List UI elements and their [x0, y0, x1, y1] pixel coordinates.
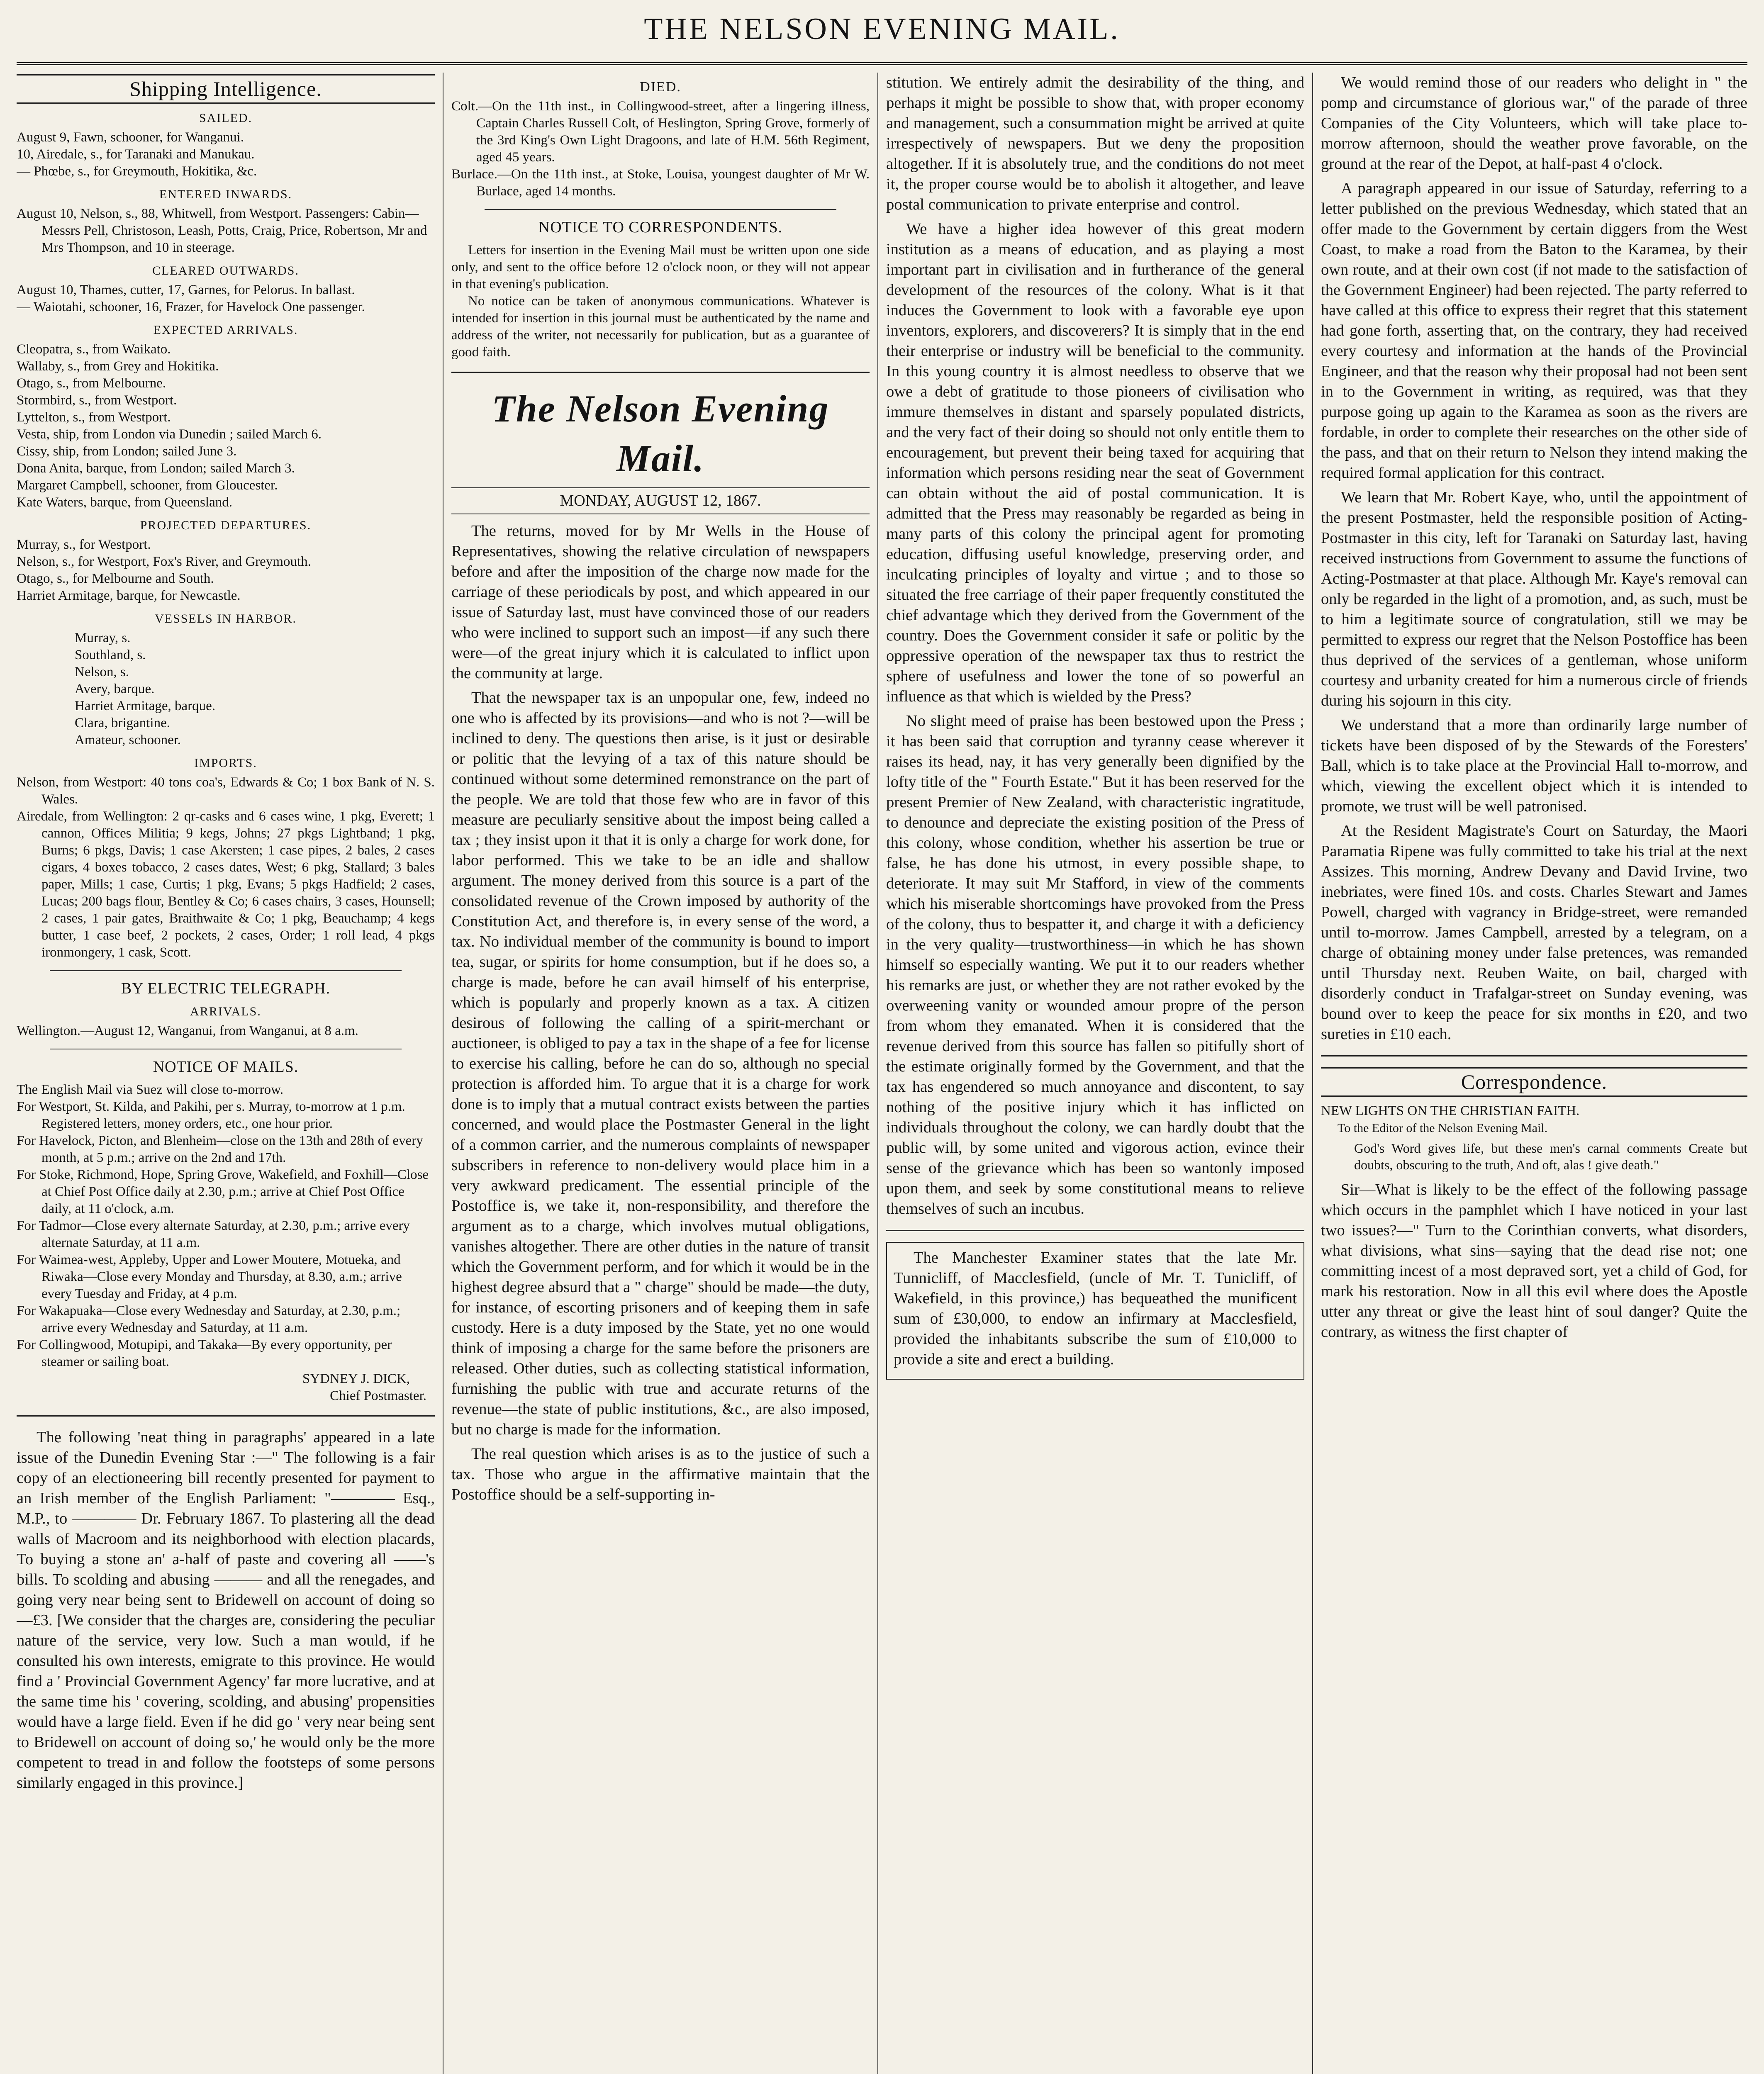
cleared-entry: August 10, Thames, cutter, 17, Garnes, for Pelorus. In ballast. — [17, 282, 355, 297]
notice-text: No notice can be taken of anonymous communications. Whatever is intended for insertion in this journal must be authenticated by the name and address of the writer, not necessarily for publication, but as a guarantee of good faith. — [451, 294, 870, 360]
column-3 — [886, 73, 1304, 2074]
mail-entry: For Collingwood, Motupipi, and Takaka—By every opportunity, per steamer or sailing boat. — [17, 1337, 392, 1369]
imports-heading: IMPORTS. — [194, 756, 257, 770]
expected-entry: Margaret Campbell, schooner, from Gloucester. — [17, 478, 278, 493]
mail-entry: For Havelock, Picton, and Blenheim—close on the 13th and 28th of every month, at 5 p.m.; arrive on the 2nd and 17th. — [17, 1133, 423, 1165]
expected-entry: Lyttelton, s., from Westport. — [17, 410, 171, 425]
vessel-entry: Murray, s. — [75, 630, 131, 645]
vessel-entry: Clara, brigantine. — [75, 716, 171, 730]
mails-heading: NOTICE OF MAILS. — [153, 1058, 299, 1076]
column-4 — [1321, 73, 1747, 2074]
separator — [50, 970, 402, 971]
cleared-heading: CLEARED OUTWARDS. — [152, 264, 299, 278]
entered-heading: ENTERED INWARDS. — [159, 187, 292, 201]
died-heading: DIED. — [640, 79, 681, 95]
vessel-entry: Amateur, schooner. — [75, 733, 181, 747]
expected-entry: Otago, s., from Melbourne. — [17, 376, 166, 391]
arrivals-heading: ARRIVALS. — [190, 1005, 261, 1018]
signature-name: SYDNEY J. DICK, — [302, 1371, 410, 1386]
masthead-rule — [17, 62, 1747, 65]
separator — [17, 1415, 435, 1417]
separator — [451, 372, 870, 373]
death-notice: Colt.—On the 11th inst., in Collingwood-street, after a lingering illness, Captain Charles Russell Colt, of Heslington, Spring Grove, formerly of the 3rd King's Own Light Dragoons, and late of H.M. 56th Regiment, aged 45 years. — [451, 99, 870, 165]
expected-entry: Stormbird, s., from Westport. — [17, 393, 177, 408]
sailed-entry: August 9, Fawn, schooner, for Wanganui. — [17, 130, 244, 145]
expected-entry: Cleopatra, s., from Waikato. — [17, 342, 171, 357]
projected-entry: Nelson, s., for Westport, Fox's River, and Greymouth. — [17, 554, 311, 569]
notice-text: Letters for insertion in the Evening Mail must be written upon one side only, and sent to the office before 12 o'clock noon, or they will not appear in that evening's publication. — [451, 243, 870, 292]
letter-quote: God's Word gives life, but these men's carnal comments Create but doubts, obscuring to the truth, And oft, alas ! give death." — [1354, 1141, 1747, 1172]
vessels-heading: VESSELS IN HARBOR. — [155, 612, 297, 626]
imports-entry: Nelson, from Westport: 40 tons coa's, Edwards & Co; 1 box Bank of N. S. Wales. — [17, 775, 435, 807]
cleared-entry: — Waiotahi, schooner, 16, Frazer, for Havelock One passenger. — [17, 299, 365, 314]
separator — [1321, 1055, 1747, 1056]
separator — [886, 1230, 1304, 1231]
paragraph: We learn that Mr. Robert Kaye, who, until the appointment of the present Postmaster, held the responsible position of Acting-Postmaster in this city, left for Taranaki on Saturday last, having received instructions from Government to assume the functions of Acting-Postmaster at that place. Although Mr. Kaye's removal can only be regarded in the light of a promotion, and, as such, must be to him a legitimate source of congratulation, still we may be permitted to express our regret that the Nelson Postoffice has been thus deprived of the services of a gentleman, whose uniform courtesy and urbanity created for him a numerous circle of friends during his sojourn in this city. — [1321, 489, 1747, 709]
paragraph: stitution. We entirely admit the desirability of the thing, and perhaps it might be possible to show that, with proper economy and management, such a consummation might be arrived at quite irrespectively of newspapers. But we deny the proposition altogether. If it is absolutely true, and the conditions do not meet it, the proper course would be to abolish it altogether, and leave postal communication to private enterprise and control. — [886, 74, 1304, 213]
expected-entry: Cissy, ship, from London; sailed June 3. — [17, 444, 237, 459]
paragraph: We understand that a more than ordinarily large number of tickets have been disposed of by the Stewards of the Foresters' Ball, which is to take place at the Provincial Hall to-morrow, and which, viewing the excellent object which it is intended to promote, we trust will be well patronised. — [1321, 716, 1747, 815]
mail-entry: For Waimea-west, Appleby, Upper and Lower Moutere, Motueka, and Riwaka—Close every Monday and Thursday, at 8.30, a.m.; arrive every Tuesday and Friday, at 4 p.m. — [17, 1252, 402, 1301]
imports-entry: Airedale, from Wellington: 2 qr-casks and 6 cases wine, 1 pkg, Everett; 1 cannon, Offices Militia; 9 kegs, Johns; 27 pkgs Lightband; 1 pkg, Burns; 6 pkgs, Davis; 1 case Akersten; 1 case pipes, 2 bales, 2 cases cigars, 4 boxes tobacco, 2 cases dates, West; 6 pkg, Stallard; 3 bales paper, Mills; 1 case, Curtis; 1 pkg, Evans; 5 pkgs Hadfield; 2 cases, Lucas; 200 bags flour, Bentley & Co; 6 cases chairs, 3 cases, Hounsell; 2 cases, 1 pair gates, Braithwaite & Co; 1 pkg, Beauchamp; 4 kegs butter, 1 case beef, 2 pockets, 2 cases, Order; 1 roll lead, 4 pkgs ironmongery, 1 cask, Scott. — [17, 809, 435, 960]
mail-entry: For Westport, St. Kilda, and Pakihi, per s. Murray, to-morrow at 1 p.m. Registered letters, money orders, etc., one hour prior. — [17, 1099, 405, 1131]
column-divider — [1312, 73, 1313, 2074]
paragraph: The real question which arises is as to the justice of such a tax. Those who argue in the affirmative maintain that the Postoffice should be a self-supporting in- — [451, 1445, 870, 1503]
projected-heading: PROJECTED DEPARTURES. — [140, 518, 312, 532]
paragraph: A paragraph appeared in our issue of Saturday, referring to a letter published on the previous Wednesday, which stated that an offer made to the Government by certain diggers from the West Coast, to make a road from the Baton to the Karamea, by their own route, and at their own cost (if not made to the satisfaction of the Government Engineer) had been rejected. The party referred to have called at this office to express their regret that this statement had gone forth, asserting that, on the contrary, they had received every courtesy and information at the hands of the Provincial Engineer, and that the reason why their proposal had not been sent in to the Government in writing, as required, was that they purpose going up again to the Karamea as soon as the rivers are fordable, in order to complete their researches on the other side of the pass, and that on their return to Nelson they intend making the required formal application for this contract. — [1321, 180, 1747, 482]
projected-entry: Otago, s., for Melbourne and South. — [17, 571, 214, 586]
dateline: MONDAY, AUGUST 12, 1867. — [451, 487, 870, 514]
projected-entry: Harriet Armitage, barque, for Newcastle. — [17, 588, 241, 603]
letter-title: NEW LIGHTS ON THE CHRISTIAN FAITH. — [1321, 1103, 1580, 1118]
telegraph-heading: BY ELECTRIC TELEGRAPH. — [121, 980, 331, 997]
vessel-entry: Southland, s. — [75, 648, 146, 662]
death-notice: Burlace.—On the 11th inst., at Stoke, Louisa, youngest daughter of Mr W. Burlace, aged 14 months. — [451, 167, 870, 199]
shipping-heading: Shipping Intelligence. — [17, 74, 435, 104]
column-divider — [877, 73, 878, 2074]
sailed-heading: SAILED. — [199, 111, 253, 125]
vessel-entry: Nelson, s. — [75, 665, 129, 679]
mail-entry: For Tadmor—Close every alternate Saturday, at 2.30, p.m.; arrive every alternate Saturday, at 11 a.m. — [17, 1218, 410, 1250]
vessel-entry: Avery, barque. — [75, 682, 155, 696]
expected-entry: Kate Waters, barque, from Queensland. — [17, 495, 232, 510]
editorial-flag: The Nelson Evening Mail. — [492, 387, 829, 480]
paragraph: No slight meed of praise has been bestowed upon the Press ; it has been said that corruption and tyranny cease wherever it raises its head, nay, it has very generally been dignified by the lofty title of the " Fourth Estate." But it has been reserved for the present Premier of New Zealand, with characteristic ingratitude, to denounce and depreciate the existing position of the Press of this colony, whose condition, whether his assertion be true or false, he has done his utmost, in every possible shape, to deteriorate. It may suit Mr Stafford, in view of the comments which his miserable shortcomings have provoked from the Press of the colony, thus to bespatter it, and charge it with a deficiency in the very quality—trustworthiness—in which he has shown himself so especially wanting. We put it to our readers whether his remarks are just, or whether they are not rather evoked by the overweening vanity or wounded amour propre of the person from whom they emanated. When it is considered that the revenue derived from this source has fallen so pitifully short of the estimate originally formed by the Government, and that the tax has engendered so much annoyance and discontent, to say nothing of the positive injury which it has inflicted on individuals throughout the colony, we can hardly doubt that the public will, by some united and vigorous action, evince their sense of the grievance which has been so wantonly imposed upon them, and seek by some constitutional means to relieve themselves of such an incubus. — [886, 712, 1304, 1217]
sailed-entry: 10, Airedale, s., for Taranaki and Manukau. — [17, 147, 255, 162]
notice-heading: NOTICE TO CORRESPONDENTS. — [538, 219, 783, 236]
column-1 — [17, 73, 435, 2074]
paragraph: The following 'neat thing in paragraphs' appeared in a late issue of the Dunedin Evening Star :—" The following is a fair copy of an electioneering bill recently presented for payment to an Irish member of the English Parliament: "———— Esq., M.P., to ———— Dr. February 1867. To plastering all the dead walls of Macroom and its neighborhood with election placards, To buying a stone an' a-half of paste and covering all ——'s bills. To scolding and abusing ——— and all the renegades, and going very near being sent to Bridewell on account of doing so—£3. [We consider that the charges are, considering the peculiar nature of the service, very low. Such a man would, if he consulted his own interests, emigrate to this province. He would find a ' Provincial Government Agency' far more lucrative, and at the same time his ' covering, scolding, and abusing' propensities would have a large field. Even if he did go ' very near being sent to Bridewell on account of doing so,' he would only be the more competent to tread in and follow the footsteps of some persons similarly engaged in this province.] — [17, 1429, 435, 1792]
expected-entry: Dona Anita, barque, from London; sailed March 3. — [17, 461, 295, 476]
expected-entry: Wallaby, s., from Grey and Hokitika. — [17, 359, 219, 374]
masthead: THE NELSON EVENING MAIL. — [644, 12, 1120, 46]
expected-heading: EXPECTED ARRIVALS. — [153, 323, 298, 337]
vessel-entry: Harriet Armitage, barque. — [75, 699, 216, 713]
paragraph: That the newspaper tax is an unpopular one, few, indeed no one who is affected by its provisions—and who is not ?—will be inclined to deny. The questions then arise, is it just or desirable or politic that the levying of a tax of this nature should be continued without some determined remonstrance on the part of the people. We are told that those few who are in favor of this measure are peculiarly sensitive about the impost being called a tax ; they insist upon it that it is only a charge for work done, for labor performed. This we take to be an idle and shallow argument. The money derived from this source is a part of the consolidated revenue of the Crown imposed by authority of the Constitution Act, and therefore is, in every sense of the word, a tax. No individual member of the community is bound to import tea, sugar, or spirits for home consumption, but if he does so, a charge is made, before he can avail himself of his enterprise, which is popularly and properly known as a tax. A citizen desirous of following the calling of a spirit-merchant or auctioneer, is obliged to pay a tax in the shape of a fee for license to exercise his calling, before he can do so, although no special protection is afforded him. To argue that it is a charge for work done is to imply that a mutual contract exists between the parties concerned, and would place the Postmaster General in the light of a common carrier, and the numerous complaints of newspaper subscribers in reference to non-delivery would place him in a very awkward predicament. The essential principle of the Postoffice is, we take it, non-responsibility, and therefore the argument as to a charge, which involves mutual obligations, vanishes altogether. There are other duties in the nature of transit which the Government perform, and for which it would be in the highest degree absurd that a " charge" should be made—the duty, for instance, of escorting prisoners and of keeping them in safe custody. Here is a duty imposed by the State, yet no one would think of imposing a charge for the same before the prisoners are released. Other duties, such as collecting statistical information, furnishing the public with true and accurate returns of the revenue—the state of public institutions, &c., are also imposed, but no charge is made for the information. — [451, 689, 870, 1438]
mails-intro: The English Mail via Suez will close to-morrow. — [17, 1082, 284, 1097]
paragraph: We have a higher idea however of this great modern institution as a means of education, and as playing a most important part in civilisation and in furtherance of the general development of the resources of the colony. What is it that induces the Government to look with a favorable eye upon inventors, explorers, and discoverers? It is simply that in the end their enterprise or industry will be beneficial to the community. In this young country it is almost needless to observe that we owe a debt of gratitude to those pioneers of civilisation who immure themselves in distant and sparsely populated districts, and the very fact of their doing so should not only entitle them to encouragement, but prevent their being taxed for acquiring that information which persons residing near the seat of Government can obtain without the aid of postal communication. It is admitted that the Press may reasonably be regarded as being in many parts of this colony the principal agent for promoting education, diffusing useful knowledge, preserving order, and inculcating principles of loyalty and virtue ; and to those so situated the free carriage of their paper frequently constituted the chief advantage which they derived from the Government of the country. Does the Government consider it safe or politic by the oppressive operation of the newspaper tax thus to restrict the sphere of usefulness and lower the tone of so powerful an influence as that which is wielded by the Press? — [886, 220, 1304, 705]
mail-entry: For Wakapuaka—Close every Wednesday and Saturday, at 2.30, p.m.; arrive every Wednesday and Saturday, at 11 a.m. — [17, 1303, 401, 1335]
sailed-entry: — Phœbe, s., for Greymouth, Hokitika, &c. — [17, 164, 257, 179]
paragraph: The returns, moved for by Mr Wells in the House of Representatives, showing the relative circulation of newspapers before and after the imposition of the charge now made for the carriage of these periodicals by post, and which appeared in our issue of Saturday last, must have convinced those of our readers who were inclined to support such an impost—if any such there were—of the great injury which it is calculated to inflict upon the community at large. — [451, 522, 870, 682]
mail-entry: For Stoke, Richmond, Hope, Spring Grove, Wakefield, and Foxhill—Close at Chief Post Office daily at 2.30, p.m.; arrive at Chief Post Office daily, at 11 o'clock, a.m. — [17, 1167, 429, 1216]
arrivals-entry: Wellington.—August 12, Wanganui, from Wanganui, at 8 a.m. — [17, 1023, 358, 1038]
paragraph: At the Resident Magistrate's Court on Saturday, the Maori Paramatia Ripene was fully committed to take his trial at the next Assizes. This morning, Andrew Devany and David Irvine, two inebriates, were fined 10s. and costs. Charles Stewart and James Powell, charged with vagrancy in Bridge-street, were remanded until to-morrow. James Campbell, arrested by a telegram, on a charge of obtaining money under false pretences, was remanded until Thursday next. Reuben Waite, on bail, charged with disorderly conduct in Trafalgar-street on Sunday evening, was bound over to keep the peace for six months in £20, and two sureties in £10 each. — [1321, 822, 1747, 1043]
projected-entry: Murray, s., for Westport. — [17, 537, 151, 552]
paragraph: We would remind those of our readers who delight in " the pomp and circumstance of glorious war," of the parade of three Companies of the City Volunteers, which will take place to-morrow afternoon, should the weather prove favorable, on the ground at the rear of the Depot, at half-past 4 o'clock. — [1321, 74, 1747, 173]
letter-body: Sir—What is likely to be the effect of the following passage which occurs in the pamphlet which I have noticed in your last two issues?—" Turn to the Corinthian converts, what disorders, what divisions, what sins—saying that the dead rise not; one committing incest of a most depraved sort, yet a child of God, for mark his restoration. Now in all this evil where does the Apostle utter any threat or give the least hint of soul danger? Quite the contrary, as witness the first chapter of — [1321, 1181, 1747, 1341]
letter-salutation: To the Editor of the Nelson Evening Mail. — [1338, 1121, 1548, 1135]
signature-title: Chief Postmaster. — [330, 1388, 426, 1403]
expected-entry: Vesta, ship, from London via Dunedin ; sailed March 6. — [17, 427, 322, 442]
separator — [485, 209, 836, 210]
correspondence-heading: Correspondence. — [1321, 1067, 1747, 1097]
boxed-paragraph: The Manchester Examiner states that the late Mr. Tunnicliff, of Macclesfield, (uncle of Mr. T. Tunicliff, of Wakefield, in this province,) has bequeathed the munificent sum of £30,000, to endow an infirmary at Macclesfield, provided the inhabitants subscribe the sum of £10,000 to provide a site and erect a building. — [894, 1249, 1297, 1368]
column-2 — [451, 73, 870, 2074]
entered-entry: August 10, Nelson, s., 88, Whitwell, from Westport. Passengers: Cabin—Messrs Pell, Christoson, Leash, Potts, Craig, Price, Robertson, Mr and Mrs Thompson, and 10 in steerage. — [17, 206, 427, 255]
